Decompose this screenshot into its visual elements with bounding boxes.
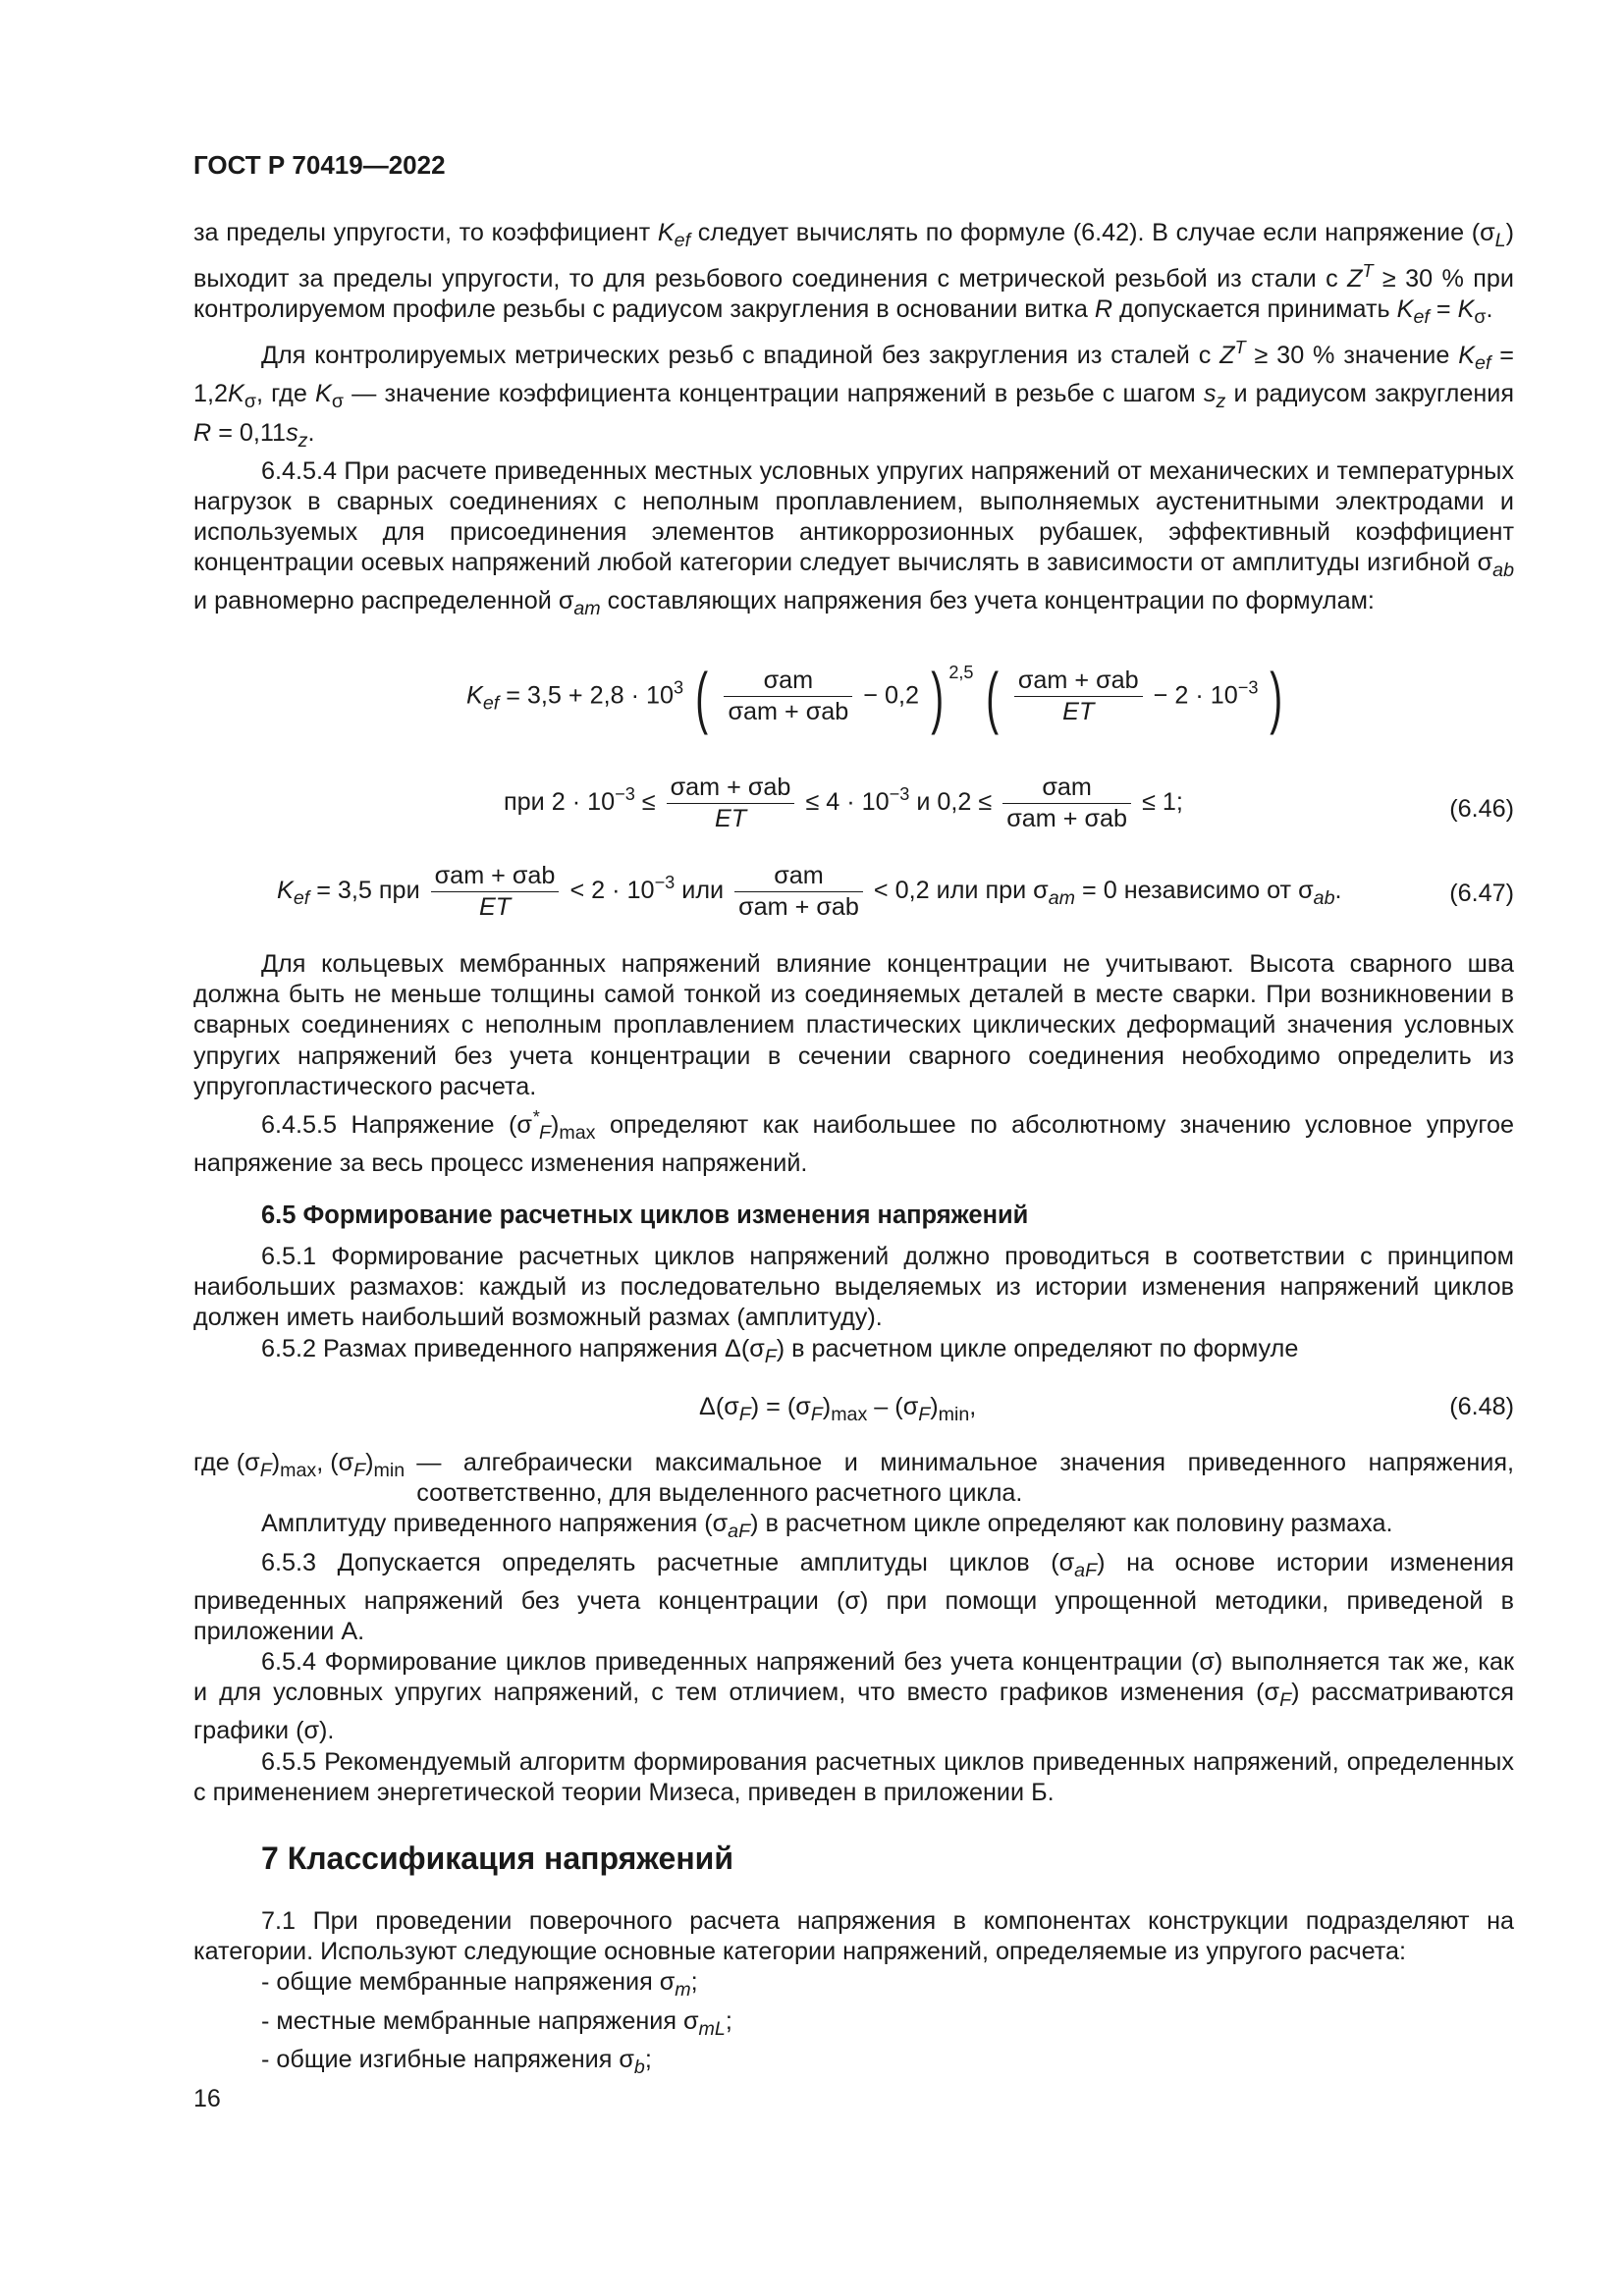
paragraph-6-5-4: 6.5.4 Формирование циклов приведенных напряжений без учета концентрации (σ) выполняется так же, как и для условных упругих напряжений, с тем отличием, что вместо графиков изменения $(\sigma_F)$ рассматриваются графики (σ). — [193, 1648, 1514, 1745]
page-number: 16 — [193, 2085, 221, 2112]
document-header: ГОСТ Р 70419—2022 — [193, 150, 446, 180]
equation-6-47: $K_{ef} = 3,5$ при $\frac{\text{σam + σab}}{ET}$ < $2 \cdot 10^{-3}$ или $\frac{\text{σam}}{\text{σam + σab}}$ < 0,2 или при $\sigma_{am} = 0$ независимо от $\sigma_{ab}$. — [277, 862, 1342, 921]
equation-6-46-line1: $K_{ef} = 3,5 + 2,8 \cdot 10^3$ ( $\frac{\text{σam}}{\text{σam + σab}}$ − 0,2 ) $^{2,5}$ ( $\frac{\text{σam + σab}}{ET}$ − $2 \cdot 10^{-3}$ ) — [466, 658, 1283, 735]
text-block-7 — [193, 1906, 1514, 2083]
paragraph-6-4-5-4: 6.4.5.4 При расчете приведенных местных условных упругих напряжений от механических и температурных нагрузок в сварных соединениях с неполным проплавлением, выполняемых аустенитными электродами и используемых для присоединения элементов антикоррозионных рубашек, эффективный коэффициент концентрации осевых напряжений любой категории следует вычислять в зависимости от амплитуды изгибной $\sigma_{ab}$ и равномерно распределенной $\sigma_{am}$ составляющих напряжения без учета концентрации по формулам: — [193, 456, 1514, 620]
paragraph-amplitude: Амплитуду приведенного напряжения $(\sigma_{aF})$ в расчетном цикле определяют как половину размаха. — [261, 1510, 1393, 1543]
text-block-middle — [193, 949, 1514, 1179]
equation-number-6-47: (6.47) — [1449, 880, 1514, 907]
fraction-am-over-sum: $\frac{\text{σam}}{\text{σam + σab}}$ — [724, 667, 852, 726]
text-block-top — [193, 218, 1514, 624]
where-definition — [193, 1448, 1514, 1509]
paragraph-6-5-3: 6.5.3 Допускается определять расчетные амплитуды циклов $(\sigma_{aF})$ на основе истории изменения приведенных напряжений без учета концентрации (σ) при помощи упрощенной методики, приведеной в приложении А. — [193, 1548, 1514, 1645]
list-item: - общие изгибные напряжения $\sigma_b$; — [261, 2045, 652, 2078]
stress-category-list — [193, 1967, 1514, 2082]
fraction-sum-over-ET: $\frac{\text{σam + σab}}{ET}$ — [1014, 667, 1143, 726]
equation-number-6-48: (6.48) — [1449, 1393, 1514, 1420]
where-term: где $(\sigma_F)_{max}$, $(\sigma_F)_{min}$ — [193, 1449, 406, 1481]
text-block-lower — [193, 1448, 1514, 1808]
equation-6-48: $\Delta(\sigma_F) = (\sigma_F)_{max} - (\sigma_F)_{min}$, — [699, 1393, 977, 1425]
paragraph-1: за пределы упругости, то коэффициент $K_{ef}$ следует вычислять по формуле (6.42). В случае если напряжение $(\sigma_L)$ выходит за пределы упругости, то для резьбового соединения с метрической резьбой из стали с $Z^T \ge 30$ % при контролируемом профиле резьбы с радиусом закругления в основании витка R допускается принимать $K_{ef} = K_\sigma$. — [193, 219, 1514, 329]
paragraph-6-5-1: 6.5.1 Формирование расчетных циклов напряжений должно проводиться в соответствии с принципом наибольших размахов: каждый из последовательно выделяемых из истории изменения напряжений циклов должен иметь наибольший возможный размах (амплитуду). — [193, 1243, 1514, 1332]
list-item: - общие мембранные напряжения $\sigma_m$; — [261, 1968, 698, 2002]
list-item: - местные мембранные напряжения $\sigma_{mL}$; — [261, 2006, 732, 2040]
paragraph-ring-stresses: Для кольцевых мембранных напряжений влияние концентрации не учитывают. Высота сварного шва должна быть не меньше толщины самой тонкой из соединяемых деталей в месте сварки. При возникновении в сварных соединениях с неполным проплавлением пластических циклических деформаций значения условных упругих напряжений без учета концентрации в сечении сварного соединения необходимо определить из упругопластического расчета. — [193, 950, 1514, 1100]
equation-number-6-46: (6.46) — [1449, 795, 1514, 823]
paragraph-7-1: 7.1 При проведении поверочного расчета напряжения в компонентах конструкции подразделяют на категории. Используют следующие основные категории напряжений, определяемые из упругого расчета: — [193, 1907, 1514, 1966]
section-heading-7: 7 Классификация напряжений — [261, 1841, 733, 1876]
text-block-6-5 — [193, 1242, 1514, 1372]
paragraph-6-5-2: 6.5.2 Размах приведенного напряжения $\Delta(\sigma_F)$ в расчетном цикле определяют по формуле — [261, 1334, 1299, 1367]
paragraph-6-4-5-5: 6.4.5.5 Напряжение $(\sigma^*_F)_{max}$ определяют как наибольшее по абсолютному значению условное упругое напряжение за весь процесс изменения напряжений. — [193, 1107, 1514, 1178]
section-heading-6-5: 6.5 Формирование расчетных циклов изменения напряжений — [261, 1201, 1029, 1229]
paragraph-2: Для контролируемых метрических резьб с впадиной без закругления из сталей с $Z^T \ge 30$ % значение $K_{ef} = 1,2K_\sigma$, где $K_\sigma$ — значение коэффициента концентрации напряжений в резьбе с шагом $s_z$ и радиусом закругления $R = 0,11s_z$. — [193, 338, 1514, 452]
paragraph-6-5-5: 6.5.5 Рекомендуемый алгоритм формирования расчетных циклов приведенных напряжений, определенных с применением энергетической теории Мизеса, приведен в приложении Б. — [193, 1747, 1514, 1806]
equation-6-46-line2: при $2 \cdot 10^{-3}$ ≤ $\frac{\text{σam + σab}}{ET}$ ≤ $4 \cdot 10^{-3}$ и 0,2 ≤ $\frac{\text{σam}}{\text{σam + σab}}$ ≤ 1; — [504, 774, 1183, 832]
where-description: — алгебраически максимальное и минимальное значения приведенного напряжения, соответственно, для выделенного расчетного цикла. — [416, 1449, 1514, 1508]
